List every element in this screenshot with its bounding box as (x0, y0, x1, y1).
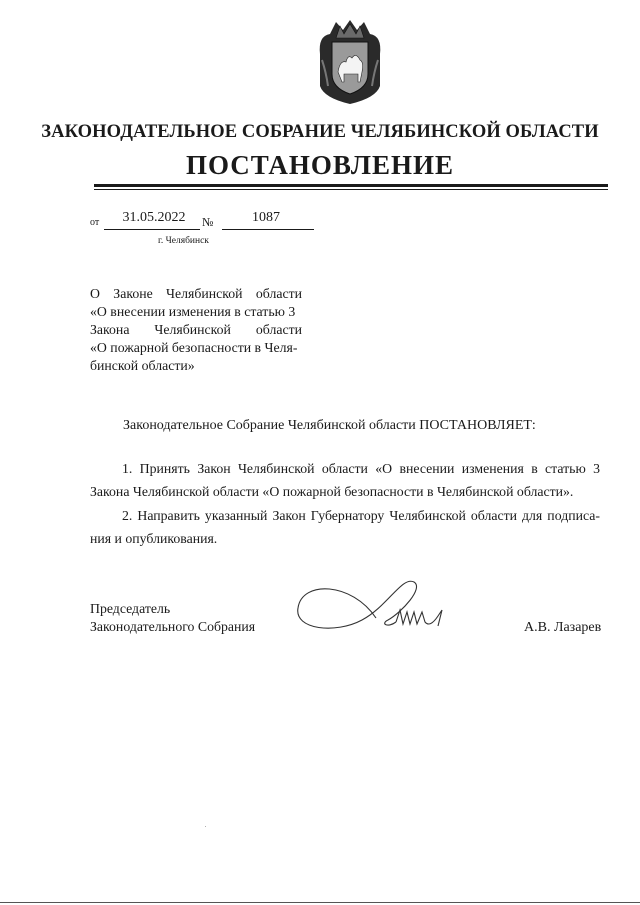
paragraph-line: ния и опубликования. (90, 531, 218, 546)
scan-speck (205, 826, 206, 827)
header-divider-thin (94, 189, 608, 190)
paragraph-line: 1. Принять Закон Челябинской области «О внесении изменения в статью 3 (122, 461, 600, 476)
resolution-paragraph-1 (90, 457, 600, 503)
coat-of-arms-emblem (316, 16, 384, 106)
signatory-name: А.В. Лазарев (524, 620, 602, 635)
resolution-paragraph-2 (90, 504, 600, 550)
position-line: Законодательного Собрания (90, 619, 256, 634)
handwritten-signature (292, 572, 462, 642)
paragraph-line: 2. Направить указанный Закон Губернатору Челябинской области для подписа- (122, 508, 600, 523)
organization-title: ЗАКОНОДАТЕЛЬНОЕ СОБРАНИЕ ЧЕЛЯБИНСКОЙ ОБЛАСТИ (41, 122, 599, 142)
number-sign: № (202, 215, 214, 229)
page-bottom-edge (0, 902, 640, 903)
document-subject (90, 285, 302, 375)
document-number: 1087 (252, 210, 280, 225)
date-underline (104, 229, 200, 230)
subject-line: О Законе Челябинской области (90, 286, 302, 301)
paragraph-line: Закона Челябинской области «О пожарной безопасности в Челябинской области». (90, 484, 574, 499)
subject-line: «О внесении изменения в статью 3 (90, 304, 296, 319)
signatory-position (90, 600, 255, 636)
subject-line: бинской области» (90, 358, 195, 373)
position-line: Председатель (90, 601, 171, 616)
date-prefix: от (90, 217, 100, 228)
city-label: г. Челябинск (158, 236, 209, 246)
header-divider-thick (94, 184, 608, 187)
decree-statement: Законодательное Собрание Челябинской области ПОСТАНОВЛЯЕТ: (123, 418, 536, 433)
document-date: 31.05.2022 (122, 210, 186, 225)
subject-line: «О пожарной безопасности в Челя- (90, 340, 298, 355)
number-underline (222, 229, 314, 230)
subject-line: Закона Челябинской области (90, 322, 302, 337)
document-type-title: ПОСТАНОВЛЕНИЕ (185, 150, 455, 180)
